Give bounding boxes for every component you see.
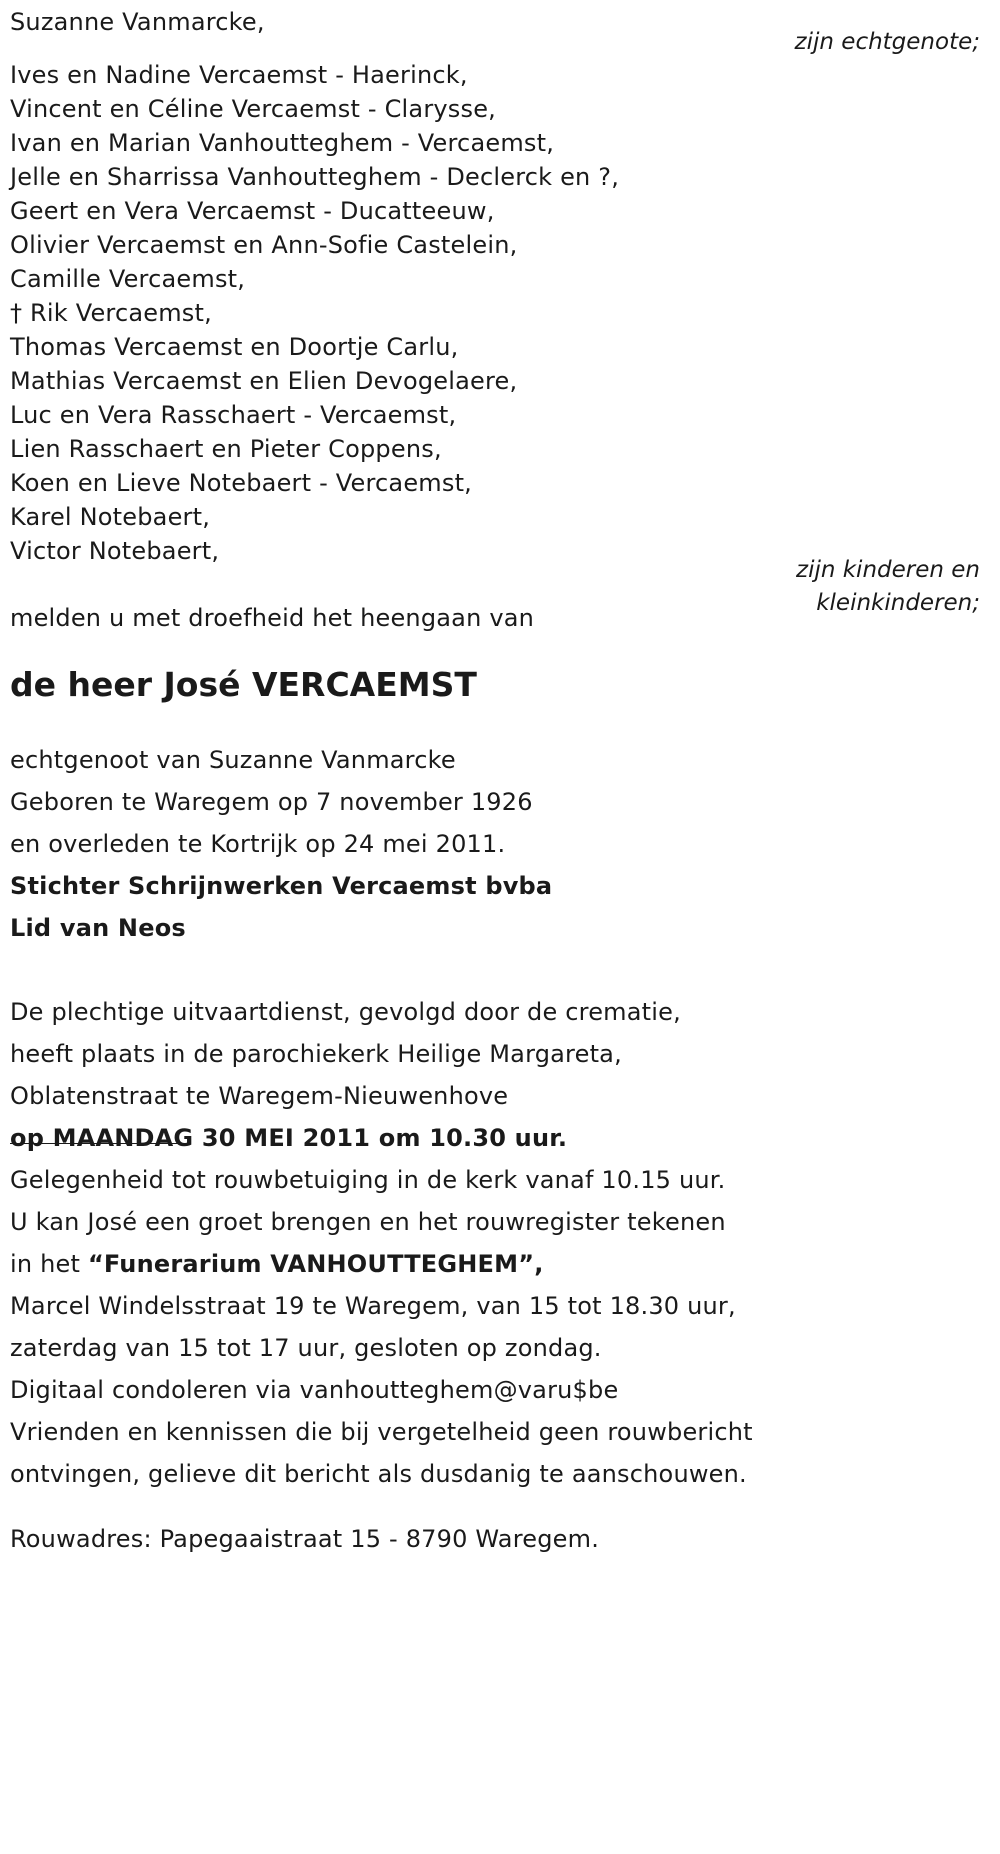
family-member: Ives en Nadine Vercaemst - Haerinck, — [10, 61, 468, 89]
title-founder: Stichter Schrijnwerken Vercaemst bvba — [10, 872, 553, 900]
service-line: ontvingen, gelieve dit bericht als dusdanig te aanschouwen. — [10, 1460, 747, 1488]
service-line: Gelegenheid tot rouwbetuiging in de kerk vanaf 10.15 uur. — [10, 1166, 726, 1194]
family-member: Karel Notebaert, — [10, 503, 211, 531]
children-note-line2: kleinkinderen; — [816, 590, 980, 616]
service-line: heeft plaats in de parochiekerk Heilige Margareta, — [10, 1040, 622, 1068]
family-member: Koen en Lieve Notebaert - Vercaemst, — [10, 469, 473, 497]
funerarium-line — [10, 1249, 544, 1279]
spouse-name: Suzanne Vanmarcke, — [10, 8, 265, 36]
family-member: Camille Vercaemst, — [10, 265, 246, 293]
funerarium-name: “Funerarium VANHOUTTEGHEM”, — [87, 1250, 544, 1278]
family-member: Thomas Vercaemst en Doortje Carlu, — [10, 333, 459, 361]
children-note-line1: zijn kinderen en — [796, 557, 980, 583]
mourning-address: Rouwadres: Papegaaistraat 15 - 8790 Waregem. — [10, 1525, 600, 1553]
birth-line: Geboren te Waregem op 7 november 1926 — [10, 788, 533, 816]
announcement: melden u met droefheid het heengaan van — [10, 604, 535, 632]
service-line: zaterdag van 15 tot 17 uur, gesloten op zondag. — [10, 1334, 602, 1362]
spouse-note: zijn echtgenote; — [794, 29, 980, 55]
obituary-document — [10, 0, 990, 1854]
service-line: Oblatenstraat te Waregem-Nieuwenhove — [10, 1082, 509, 1110]
title-member: Lid van Neos — [10, 914, 186, 942]
family-member: Mathias Vercaemst en Elien Devogelaere, — [10, 367, 518, 395]
family-member: Geert en Vera Vercaemst - Ducatteeuw, — [10, 197, 495, 225]
family-member: Vincent en Céline Vercaemst - Clarysse, — [10, 95, 496, 123]
death-line: en overleden te Kortrijk op 24 mei 2011. — [10, 830, 506, 858]
service-line: U kan José een groet brengen en het rouwregister tekenen — [10, 1208, 726, 1236]
family-member: Lien Rasschaert en Pieter Coppens, — [10, 435, 442, 463]
family-member-deceased: † Rik Vercaemst, — [10, 299, 212, 327]
condolence-line: Digitaal condoleren via vanhoutteghem@varu$be — [10, 1376, 619, 1404]
service-line: De plechtige uitvaartdienst, gevolgd door de crematie, — [10, 998, 681, 1026]
family-member: Ivan en Marian Vanhoutteghem - Vercaemst, — [10, 129, 555, 157]
family-member: Luc en Vera Rasschaert - Vercaemst, — [10, 401, 457, 429]
service-date: op MAANDAG 30 MEI 2011 om 10.30 uur. — [10, 1124, 568, 1152]
family-member: Jelle en Sharrissa Vanhoutteghem - Declerck en ?, — [10, 163, 620, 191]
deceased-name: de heer José VERCAEMST — [10, 665, 477, 704]
funerarium-prefix: in het — [10, 1250, 88, 1278]
family-member: Victor Notebaert, — [10, 537, 220, 565]
service-line: Marcel Windelsstraat 19 te Waregem, van 15 tot 18.30 uur, — [10, 1292, 736, 1320]
service-line: Vrienden en kennissen die bij vergetelheid geen rouwbericht — [10, 1418, 753, 1446]
deceased-spouse-line: echtgenoot van Suzanne Vanmarcke — [10, 746, 456, 774]
family-member: Olivier Vercaemst en Ann-Sofie Castelein, — [10, 231, 518, 259]
